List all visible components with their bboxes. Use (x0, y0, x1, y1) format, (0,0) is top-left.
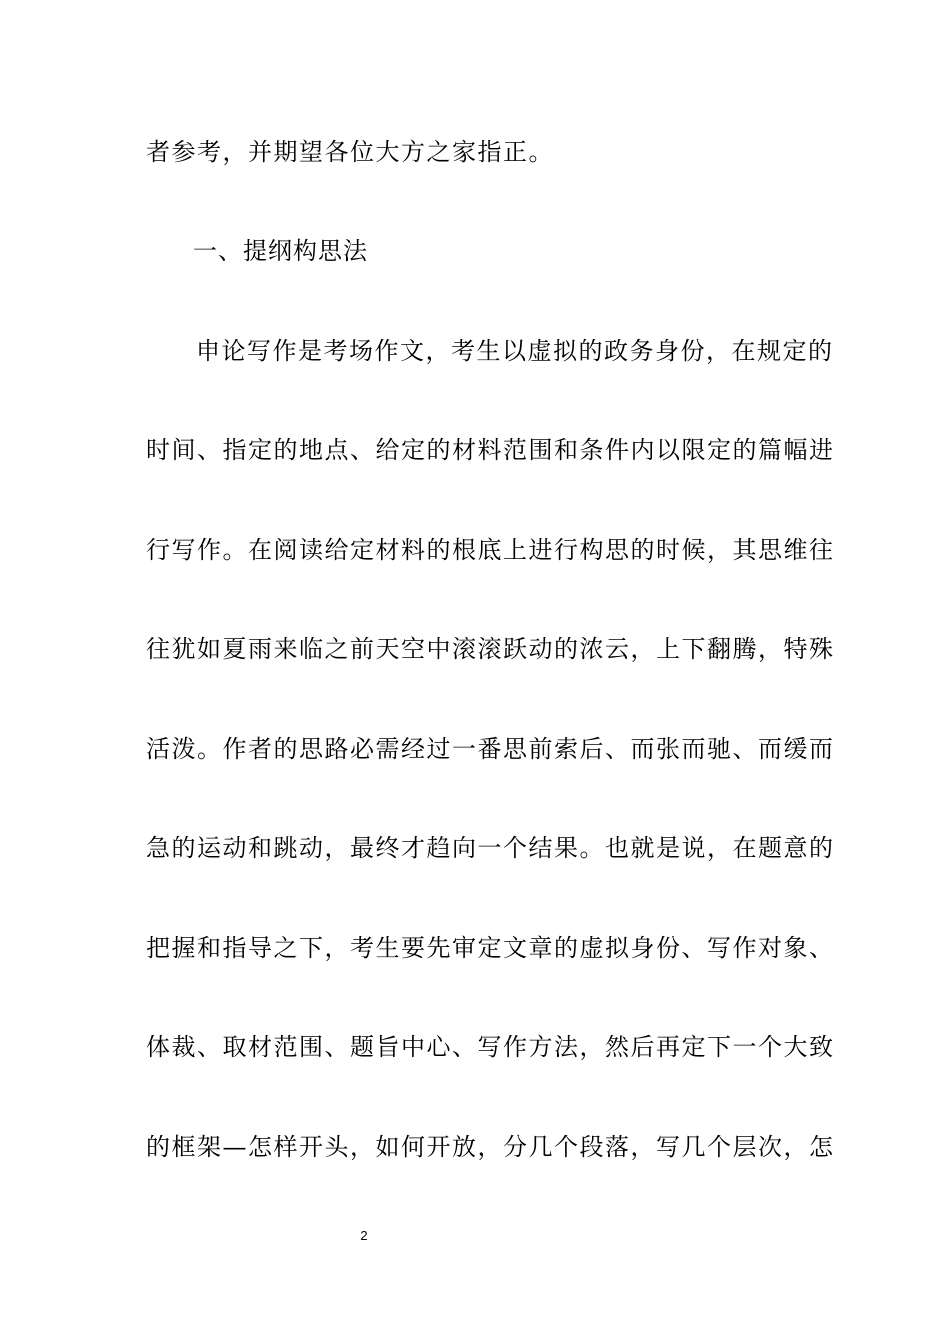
text-line-7: 活泼。作者的思路必需经过一番思前索后、而张而驰、而缓而 (146, 735, 835, 763)
text-line-11: 的框架—怎样开头，如何开放，分几个段落，写几个层次，怎 (146, 1133, 835, 1161)
text-line-10: 体裁、取材范围、题旨中心、写作方法，然后再定下一个大致 (146, 1033, 835, 1061)
text-line-8: 急的运动和跳动，最终才趋向一个结果。也就是说，在题意的 (146, 834, 835, 862)
paragraph-first-line: 申论写作是考场作文，考生以虚拟的政务身份，在规定的 (196, 337, 834, 365)
section-heading: 一、提纲构思法 (193, 237, 368, 265)
text-line-9: 把握和指导之下，考生要先审定文章的虚拟身份、写作对象、 (146, 934, 835, 962)
text-line-4: 时间、指定的地点、给定的材料范围和条件内以限定的篇幅进 (146, 436, 835, 464)
page-number: 2 (360, 1228, 368, 1243)
text-line-1: 者参考，并期望各位大方之家指正。 (146, 138, 554, 166)
text-line-6: 往犹如夏雨来临之前天空中滚滚跃动的浓云，上下翻腾，特殊 (146, 635, 835, 663)
text-line-5: 行写作。在阅读给定材料的根底上进行构思的时候，其思维往 (146, 536, 835, 564)
